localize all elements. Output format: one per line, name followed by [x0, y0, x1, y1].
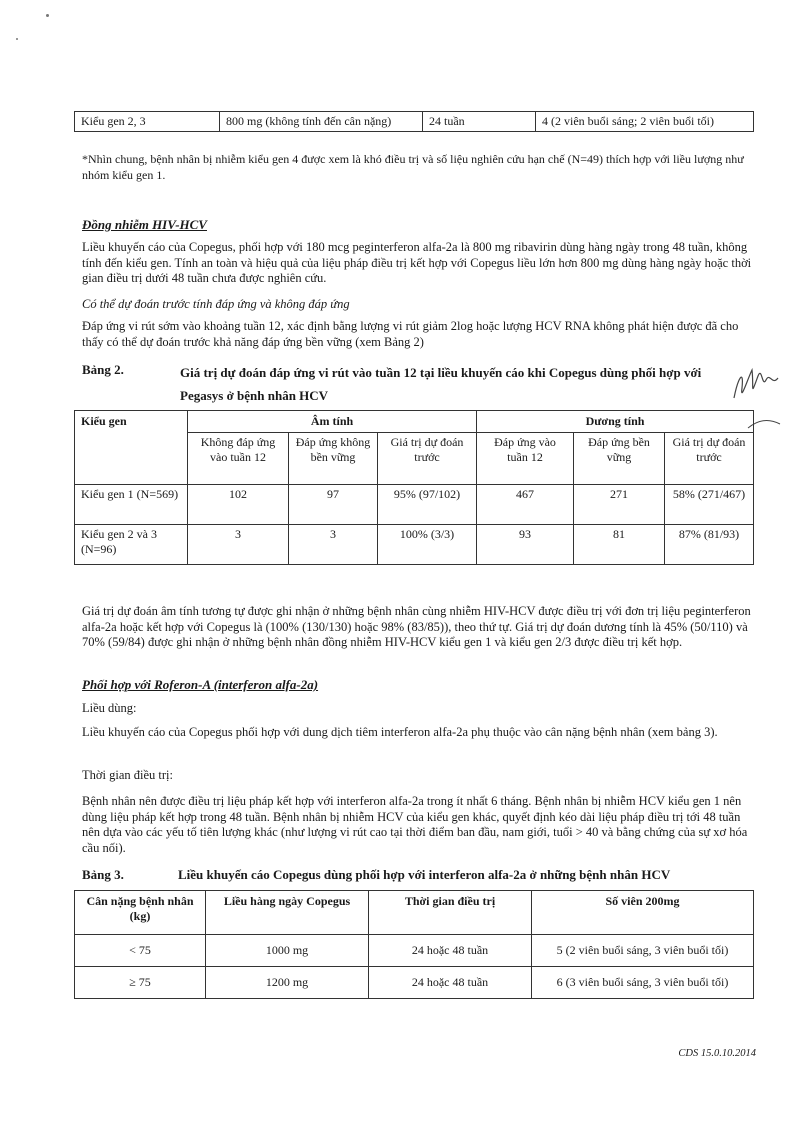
row-label: Kiểu gen 1 (N=569) — [75, 485, 188, 525]
header-duration: Thời gian điều trị — [369, 891, 532, 935]
table-cell: 93 — [477, 525, 574, 565]
subheader-cell: Đáp ứng không bền vững — [289, 433, 378, 485]
table-cell: ≥ 75 — [75, 967, 206, 999]
subheader-cell: Giá trị dự đoán trước — [378, 433, 477, 485]
subheading: Có thể dự đoán trước tính đáp ứng và không đáp ứng — [82, 297, 350, 311]
paragraph: Liều khuyến cáo của Copegus phối hợp với dung dịch tiêm interferon alfa-2a phụ thuộc vào cân nặng bệnh nhân (xem bảng 3). — [82, 725, 718, 739]
scan-speck — [46, 14, 49, 17]
table-3 — [74, 890, 754, 999]
table-cell: 97 — [289, 485, 378, 525]
header-tablets: Số viên 200mg — [532, 891, 754, 935]
subheader-cell: Đáp ứng bền vững — [574, 433, 665, 485]
footer-code: CDS 15.0.10.2014 — [678, 1048, 756, 1059]
table-header-row — [75, 891, 754, 935]
table-header-row — [75, 411, 754, 433]
table-cell: 271 — [574, 485, 665, 525]
table-3-title: Liều khuyến cáo Copegus dùng phối hợp với interferon alfa-2a ở những bệnh nhân HCV — [178, 867, 671, 882]
table-2 — [74, 410, 754, 565]
subheader-cell: Đáp ứng vào tuần 12 — [477, 433, 574, 485]
table-cell: 87% (81/93) — [665, 525, 754, 565]
row-label: Kiểu gen 2 và 3 (N=96) — [75, 525, 188, 565]
table-cell: < 75 — [75, 935, 206, 967]
top-dosage-table — [74, 111, 754, 132]
table-row — [75, 935, 754, 967]
table-cell: 3 — [289, 525, 378, 565]
table-cell: 81 — [574, 525, 665, 565]
table-cell: Kiểu gen 2, 3 — [75, 112, 220, 132]
table-cell: 24 tuần — [423, 112, 536, 132]
duration-label: Thời gian điều trị: — [82, 768, 173, 782]
footnote: *Nhìn chung, bệnh nhân bị nhiễm kiểu gen 4 được xem là khó điều trị và số liệu nghiên cứu hạn chế (N=49) thích hợp với liều lượng như nhóm kiểu gen 1. — [82, 152, 744, 182]
section-heading-hiv-hcv: Đồng nhiễm HIV-HCV — [82, 217, 207, 232]
header-daily-dose: Liều hàng ngày Copegus — [206, 891, 369, 935]
table-cell: 4 (2 viên buổi sáng; 2 viên buổi tối) — [536, 112, 754, 132]
table-cell: 1000 mg — [206, 935, 369, 967]
dose-label: Liều dùng: — [82, 701, 137, 715]
paragraph: Giá trị dự đoán âm tính tương tự được ghi nhận ở những bệnh nhân cùng nhiễm HIV-HCV được điều trị với đơn trị liệu peginterferon alfa-2a hoặc kết hợp với Copegus là (100% (130/130) hoặc 98% (83/85)), theo thứ tự. Giá trị dự đoán dương tính là 45% (50/110) và 70% (59/84) được ghi nhận ở những bệnh nhân đồng nhiễm HIV-HCV kiểu gen 1 và kiểu gen 2/3 được điều trị kết hợp. — [82, 604, 751, 649]
table-cell: 58% (271/467) — [665, 485, 754, 525]
table-cell: 467 — [477, 485, 574, 525]
table-cell: 24 hoặc 48 tuần — [369, 935, 532, 967]
header-negative: Âm tính — [188, 411, 477, 433]
table-2-title: Giá trị dự đoán đáp ứng vi rút vào tuần 12 tại liều khuyến cáo khi Copegus dùng phối hợp với Pegasys ở bệnh nhân HCV — [180, 365, 702, 403]
table-cell: 24 hoặc 48 tuần — [369, 967, 532, 999]
paragraph: Đáp ứng vi rút sớm vào khoảng tuần 12, xác định bằng lượng vi rút giảm 2log hoặc lượng HCV RNA không phát hiện được đã cho thấy có thể dự đoán trước khả năng đáp ứng bền vững (xem Bảng 2) — [82, 319, 739, 349]
paragraph: Bệnh nhân nên được điều trị liệu pháp kết hợp với interferon alfa-2a trong ít nhất 6 tháng. Bệnh nhân bị nhiễm HCV kiểu gen 1 nên dùng liệu pháp kết hợp trong 48 tuần. Bệnh nhân bị nhiễm HCV của kiểu gen khác, quyết định kéo dài liệu pháp điều trị tới 48 tuần nên dựa vào các yếu tố tiên lượng khác (như lượng vi rút cao tại thời điểm ban đầu, nam giới, tuổi > 40 và bằng chứng của sự xơ hóa cầu nối). — [82, 794, 748, 855]
paragraph: Liều khuyến cáo của Copegus, phối hợp với 180 mcg peginterferon alfa-2a là 800 mg ribavirin dùng hàng ngày trong 48 tuần, không tính đến kiểu gen. Tính an toàn và hiệu quả của liệu pháp điều trị kết hợp với Copegus liều lớn hơn 800 mg dùng hàng ngày hoặc thời gian điều trị dưới 48 tuần chưa được nghiên cứu. — [82, 240, 752, 285]
table-cell: 800 mg (không tính đến cân nặng) — [220, 112, 423, 132]
table-row — [75, 485, 754, 525]
table-cell: 95% (97/102) — [378, 485, 477, 525]
table-row — [75, 525, 754, 565]
table-cell: 1200 mg — [206, 967, 369, 999]
subheader-cell: Không đáp ứng vào tuần 12 — [188, 433, 289, 485]
header-weight: Cân nặng bệnh nhân (kg) — [75, 891, 206, 935]
section-heading-roferon: Phối hợp với Roferon-A (interferon alfa-2a) — [82, 677, 319, 692]
table-cell: 5 (2 viên buổi sáng, 3 viên buổi tối) — [532, 935, 754, 967]
header-positive: Dương tính — [477, 411, 754, 433]
table-cell: 102 — [188, 485, 289, 525]
header-genotype: Kiểu gen — [75, 411, 188, 485]
table-3-label: Bảng 3. — [82, 867, 124, 882]
scan-speck — [16, 38, 18, 40]
table-row — [75, 112, 754, 132]
table-row — [75, 967, 754, 999]
table-2-label: Bảng 2. — [82, 362, 124, 377]
table-cell: 100% (3/3) — [378, 525, 477, 565]
table-cell: 6 (3 viên buổi sáng, 3 viên buổi tối) — [532, 967, 754, 999]
subheader-cell: Giá trị dự đoán trước — [665, 433, 754, 485]
table-cell: 3 — [188, 525, 289, 565]
